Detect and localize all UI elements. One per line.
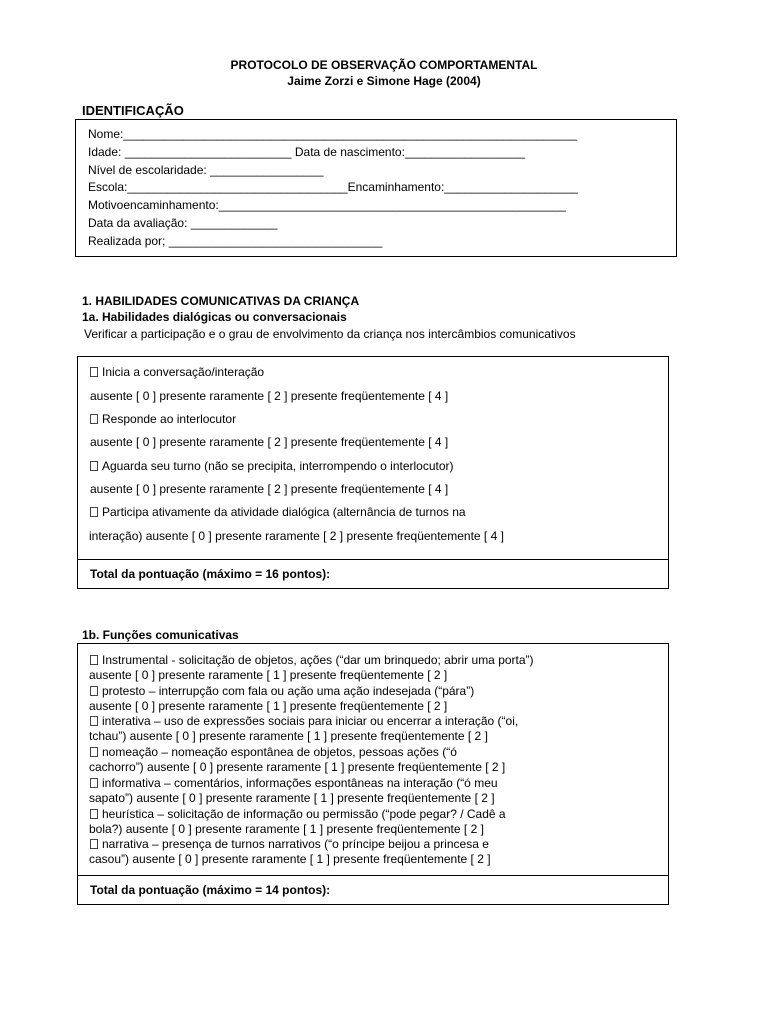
item-label: protesto – interrupção com fala ou ação uma ação indesejada (“pára”) (90, 684, 474, 698)
school-referral-field[interactable]: Escola:_________________________________Encaminhamento:____________________ (88, 180, 578, 194)
checkbox-icon[interactable] (90, 778, 98, 788)
divider (78, 875, 668, 876)
communicative-functions-box (77, 643, 669, 905)
item-label: narrativa – presença de turnos narrativos (“o príncipe beijou a princesa e (90, 837, 489, 851)
item-scale: ausente [ 0 ] presente raramente [ 1 ] presente freqüentemente [ 2 ] (89, 668, 448, 682)
item-scale: cachorro”) ausente [ 0 ] presente raramente [ 1 ] presente freqüentemente [ 2 ] (89, 760, 506, 774)
item-label: interativa – uso de expressões sociais para iniciar ou encerrar a interação (“oi, (90, 714, 518, 728)
item-scale: ausente [ 0 ] presente raramente [ 1 ] presente freqüentemente [ 2 ] (89, 699, 448, 713)
item-label: heurística – solicitação de informação ou permissão (“pode pegar? / Cadê a (90, 807, 506, 821)
total-score-1b: Total da pontuação (máximo = 14 pontos): (90, 883, 331, 897)
document-authors: Jaime Zorzi e Simone Hage (2004) (287, 74, 481, 88)
item-scale: bola?) ausente [ 0 ] presente raramente [ 1 ] presente freqüentemente [ 2 ] (89, 822, 484, 836)
checkbox-icon[interactable] (90, 507, 98, 517)
item-label: Instrumental - solicitação de objetos, ações (“dar um brinquedo; abrir uma porta”) (90, 653, 534, 667)
item-label: Responde ao interlocutor (90, 412, 236, 426)
item-scale: tchau”) ausente [ 0 ] presente raramente [ 1 ] presente freqüentemente [ 2 ] (89, 729, 488, 743)
item-scale: interação) ausente [ 0 ] presente raramente [ 2 ] presente freqüentemente [ 4 ] (89, 529, 504, 543)
checkbox-icon[interactable] (90, 655, 98, 665)
section-1b-heading: 1b. Funções comunicativas (82, 628, 239, 642)
section-1a-heading: 1a. Habilidades dialógicas ou conversacionais (82, 310, 347, 324)
item-scale: casou”) ausente [ 0 ] presente raramente [ 1 ] presente freqüentemente [ 2 ] (89, 852, 491, 866)
total-score-1a: Total da pontuação (máximo = 16 pontos): (90, 567, 331, 581)
checkbox-icon[interactable] (90, 809, 98, 819)
evaluation-date-field[interactable]: Data da avaliação: _____________ (88, 216, 278, 230)
checkbox-icon[interactable] (90, 716, 98, 726)
divider (78, 559, 668, 560)
checkbox-icon[interactable] (90, 686, 98, 696)
checkbox-icon[interactable] (90, 414, 98, 424)
section-1a-instruction: Verificar a participação e o grau de envolvimento da criança nos intercâmbios comunicativos (84, 327, 576, 341)
dialogic-skills-box (77, 356, 669, 589)
item-scale: sapato”) ausente [ 0 ] presente raramente [ 1 ] presente freqüentemente [ 2 ] (89, 791, 495, 805)
age-birthdate-field[interactable]: Idade: _________________________ Data de nascimento:__________________ (88, 145, 526, 159)
section-1-heading: 1. HABILIDADES COMUNICATIVAS DA CRIANÇA (82, 294, 360, 308)
item-label: Inicia a conversação/interação (90, 365, 264, 379)
document-title: PROTOCOLO DE OBSERVAÇÃO COMPORTAMENTAL (230, 58, 538, 72)
checkbox-icon[interactable] (90, 367, 98, 377)
item-label: informativa – comentários, informações espontâneas na interação (“ó meu (90, 776, 498, 790)
referral-reason-field[interactable]: Motivoencaminhamento:____________________________________________________ (88, 198, 566, 212)
name-field[interactable]: Nome:____________________________________________________________________ (88, 127, 578, 141)
checkbox-icon[interactable] (90, 747, 98, 757)
checkbox-icon[interactable] (90, 461, 98, 471)
item-label: nomeação – nomeação espontânea de objetos, pessoas ações (“ó (90, 745, 457, 759)
checkbox-icon[interactable] (90, 839, 98, 849)
schooling-field[interactable]: Nível de escolaridade: _________________ (88, 163, 324, 177)
item-scale: ausente [ 0 ] presente raramente [ 2 ] presente freqüentemente [ 4 ] (90, 389, 449, 403)
identification-heading: IDENTIFICAÇÃO (82, 103, 184, 118)
item-label: Participa ativamente da atividade dialógica (alternância de turnos na (90, 505, 466, 519)
item-label: Aguarda seu turno (não se precipita, interrompendo o interlocutor) (90, 459, 454, 473)
identification-box (75, 119, 677, 257)
item-scale: ausente [ 0 ] presente raramente [ 2 ] presente freqüentemente [ 4 ] (90, 435, 449, 449)
performed-by-field[interactable]: Realizada por; ________________________________ (88, 234, 383, 248)
item-scale: ausente [ 0 ] presente raramente [ 2 ] presente freqüentemente [ 4 ] (90, 482, 449, 496)
